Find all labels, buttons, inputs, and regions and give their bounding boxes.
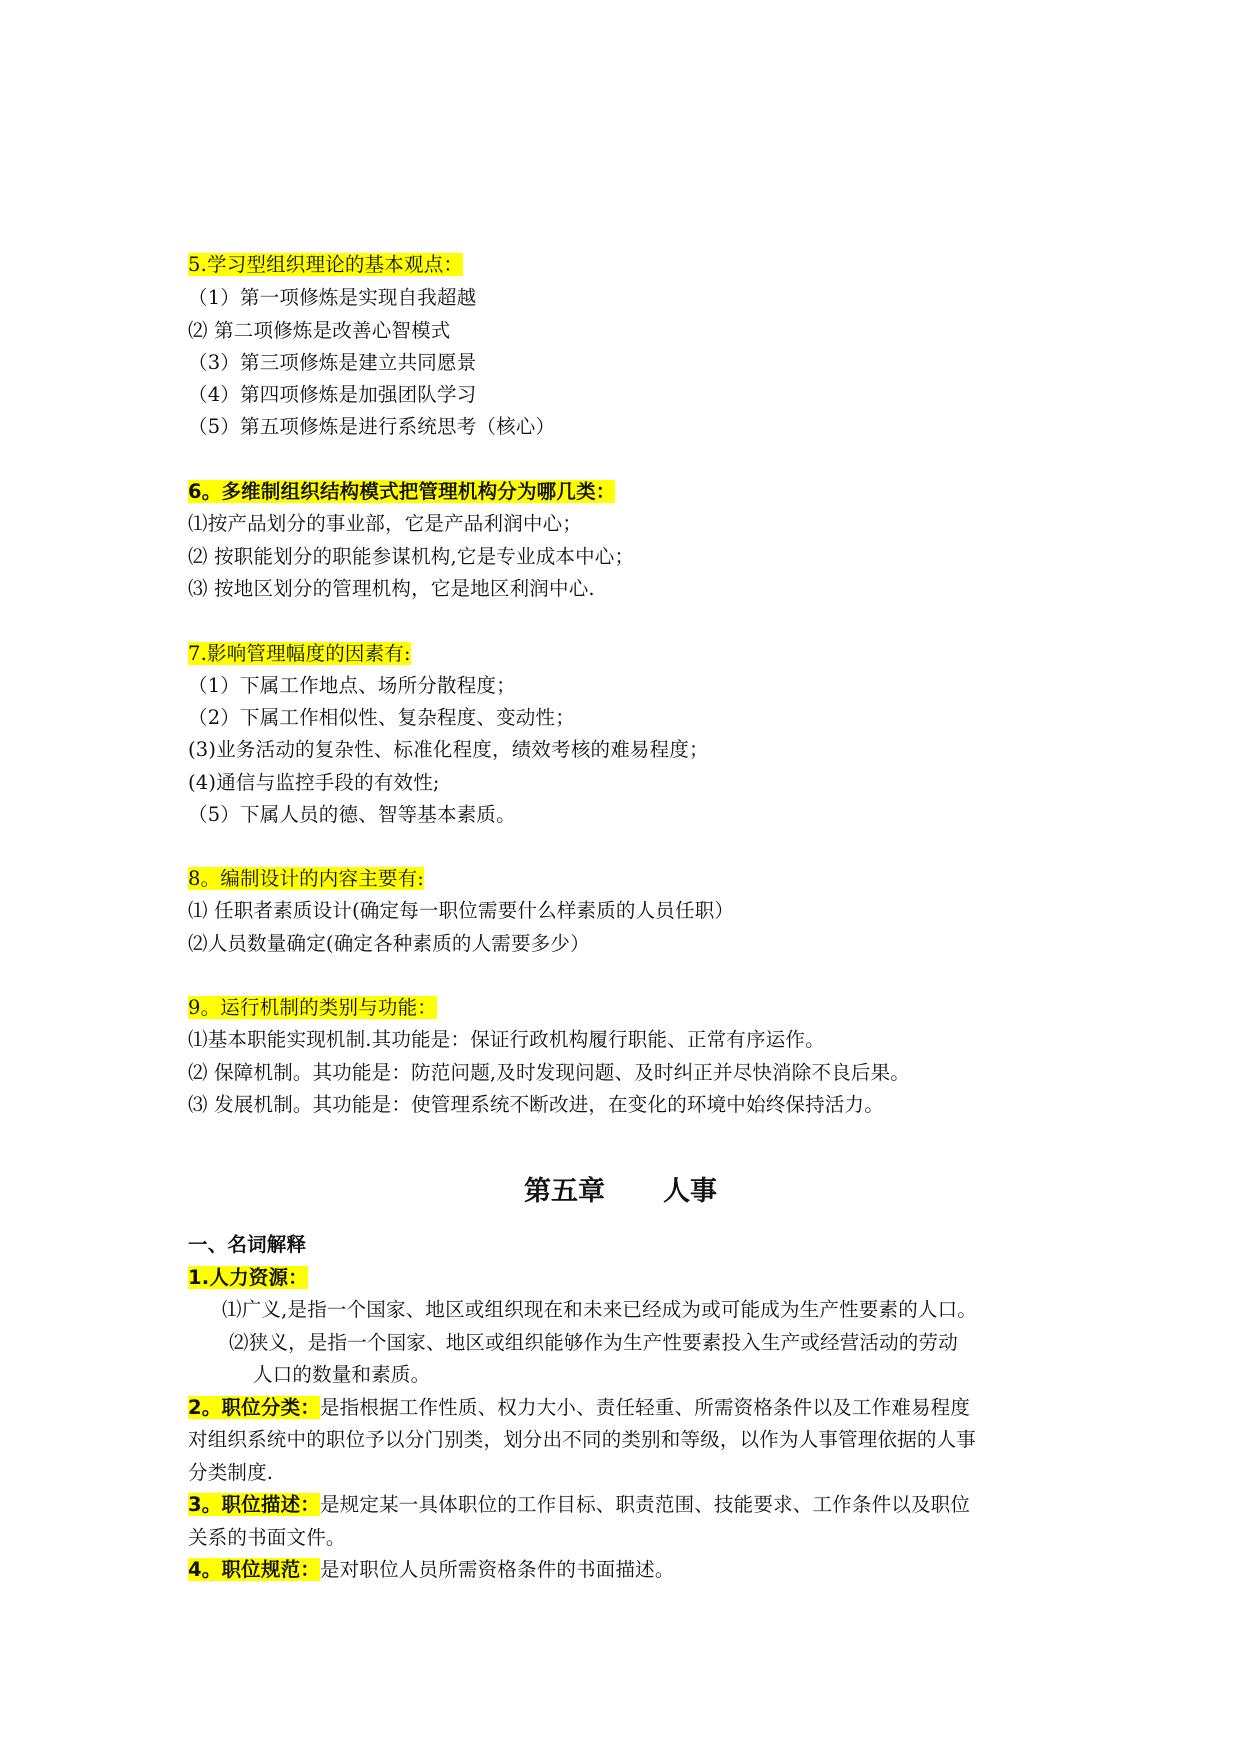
section-5-item-5: （5）第五项修炼是进行系统思考（核心）: [188, 415, 556, 438]
section-7-item-3: (3)业务活动的复杂性、标准化程度，绩效考核的难易程度；: [188, 738, 709, 761]
term-4-line-1: [188, 1553, 1068, 1586]
section-5-item-2: ⑵ 第二项修炼是改善心智模式: [188, 319, 451, 342]
term-2-line-3: 分类制度.: [188, 1461, 274, 1484]
section-6-heading: 6。多维制组织结构模式把管理机构分为哪几类：: [188, 480, 616, 503]
chapter-title: [0, 1172, 1241, 1212]
section-7-item-5: （5）下属人员的德、智等基本素质。: [188, 803, 516, 826]
section-8-item-2: ⑵人员数量确定(确定各种素质的人需要多少）: [188, 932, 590, 955]
term-1-label: 1.人力资源：: [188, 1266, 308, 1289]
term-2-definition: 是指根据工作性质、权力大小、责任轻重、所需资格条件以及工作难易程度: [319, 1396, 971, 1419]
term-3-definition: 是规定某一具体职位的工作目标、职责范围、技能要求、工作条件以及职位: [319, 1493, 971, 1516]
section-7-item-4: (4)通信与监控手段的有效性;: [188, 771, 440, 794]
section-9-item-1: ⑴基本职能实现机制.其功能是：保证行政机构履行职能、正常有序运作。: [188, 1028, 825, 1051]
term-4-label: 4。职位规范：: [188, 1558, 320, 1581]
terms-heading: 一、名词解释: [188, 1233, 307, 1256]
section-5-heading: 5.学习型组织理论的基本观点：: [188, 253, 464, 276]
chapter-title-number: 第五章: [524, 1176, 605, 1207]
term-3-line-2: 关系的书面文件。: [188, 1526, 346, 1549]
section-5-item-1: （1）第一项修炼是实现自我超越: [188, 286, 477, 309]
section-9-heading: 9。运行机制的类别与功能：: [188, 996, 438, 1019]
section-5-item-3: （3）第三项修炼是建立共同愿景: [188, 351, 477, 374]
term-1-line-1: ⑴广义,是指一个国家、地区或组织现在和未来已经成为或可能成为生产性要素的人口。: [222, 1298, 977, 1321]
section-7-heading: 7.影响管理幅度的因素有:: [188, 642, 411, 665]
section-7-item-2: （2）下属工作相似性、复杂程度、变动性；: [188, 706, 575, 729]
chapter-title-name: 人事: [663, 1176, 717, 1207]
term-2-line-1: [188, 1391, 1068, 1424]
section-9-item-3: ⑶ 发展机制。其功能是：使管理系统不断改进，在变化的环境中始终保持活力。: [188, 1093, 884, 1116]
section-9-item-2: ⑵ 保障机制。其功能是：防范问题,及时发现问题、及时纠正并尽快消除不良后果。: [188, 1061, 910, 1084]
term-1-line-2: ⑵狭义，是指一个国家、地区或组织能够作为生产性要素投入生产或经营活动的劳动: [229, 1331, 958, 1354]
section-8-item-1: ⑴ 任职者素质设计(确定每一职位需要什么样素质的人员任职）: [188, 899, 735, 922]
section-8-heading: 8。编制设计的内容主要有:: [188, 867, 425, 890]
section-5-item-4: （4）第四项修炼是加强团队学习: [188, 383, 477, 406]
section-6-item-3: ⑶ 按地区划分的管理机构，它是地区利润中心.: [188, 577, 595, 600]
section-6-item-1: ⑴按产品划分的事业部，它是产品利润中心；: [188, 512, 583, 535]
term-1-line-3: 人口的数量和素质。: [253, 1363, 431, 1386]
term-3-line-1: [188, 1488, 1068, 1521]
term-2-line-2: 对组织系统中的职位予以分门别类，划分出不同的类别和等级，以作为人事管理依据的人事: [188, 1428, 977, 1451]
term-2-label: 2。职位分类：: [188, 1396, 320, 1419]
section-6-item-2: ⑵ 按职能划分的职能参谋机构,它是专业成本中心；: [188, 545, 635, 568]
term-3-label: 3。职位描述：: [188, 1493, 320, 1516]
term-4-definition: 是对职位人员所需资格条件的书面描述。: [319, 1558, 675, 1581]
section-7-item-1: （1）下属工作地点、场所分散程度；: [188, 674, 516, 697]
